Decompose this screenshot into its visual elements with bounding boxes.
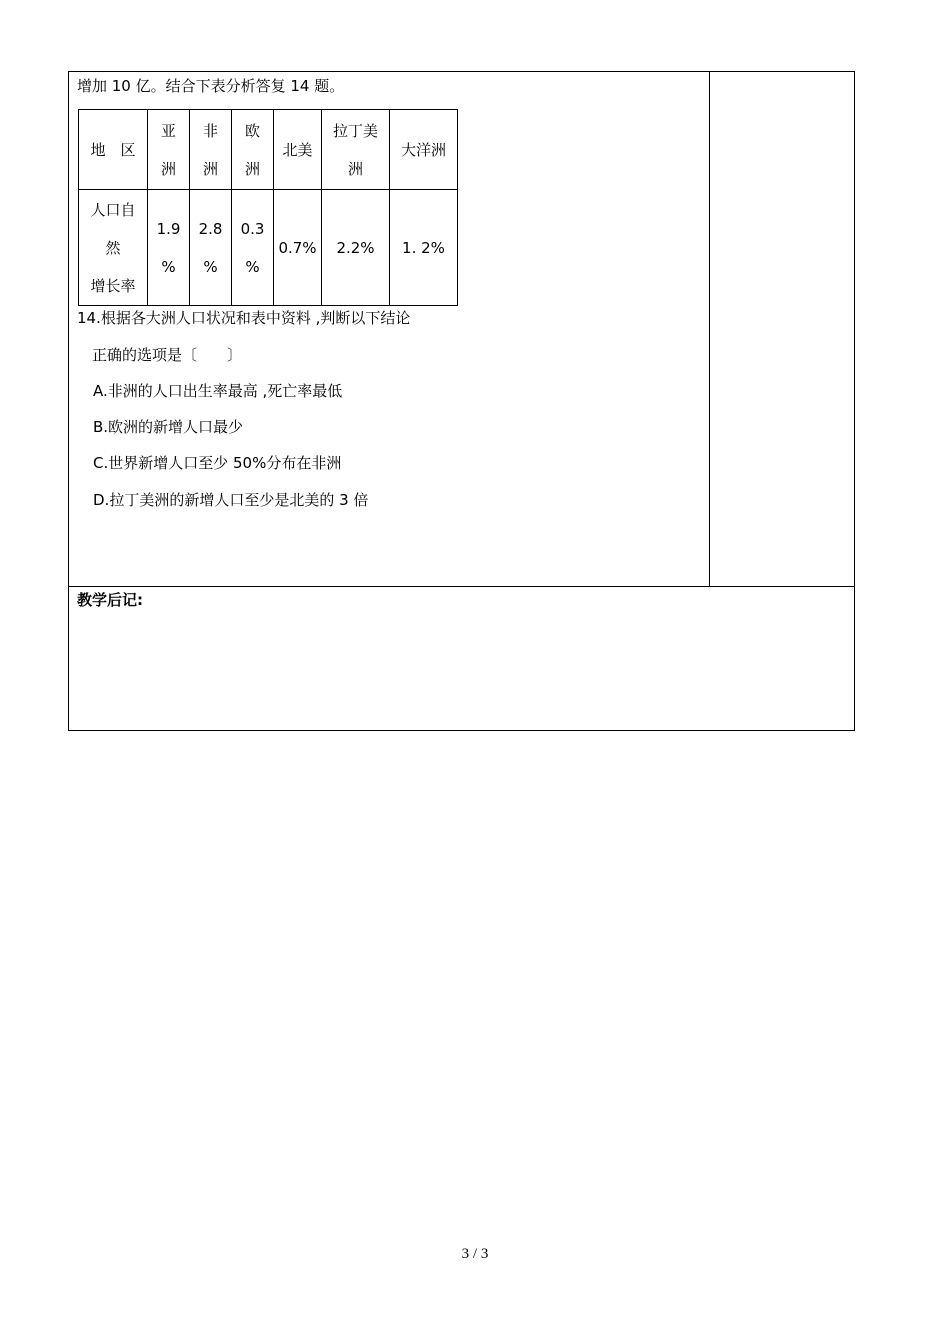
option-b: B.欧洲的新增人口最少 [93, 418, 244, 436]
column-divider [709, 72, 710, 586]
table-data-row [79, 190, 458, 306]
option-c: C.世界新增人口至少 50%分布在非洲 [93, 454, 342, 472]
value-asia: 1.9 % [148, 190, 190, 306]
value-europe: 0.3 % [232, 190, 274, 306]
option-d: D.拉丁美洲的新增人口至少是北美的 3 倍 [93, 491, 369, 509]
teaching-notes-title: 教学后记: [77, 591, 143, 609]
question-stem-cont: 正确的选项是〔 〕 [92, 346, 243, 364]
intro-text: 增加 10 亿。结合下表分析答复 14 题。 [77, 77, 345, 95]
header-europe: 欧 洲 [232, 110, 274, 190]
header-africa: 非 洲 [190, 110, 232, 190]
page-number: 3 / 3 [461, 1246, 489, 1262]
header-region: 地 区 [79, 110, 148, 190]
value-latin-america: 2.2% [322, 190, 390, 306]
header-north-america: 北美 [274, 110, 322, 190]
row-divider [69, 586, 854, 587]
value-africa: 2.8 % [190, 190, 232, 306]
header-oceania: 大洋洲 [390, 110, 458, 190]
option-a: A.非洲的人口出生率最高 ,死亡率最低 [93, 382, 343, 400]
header-asia: 亚 洲 [148, 110, 190, 190]
value-oceania: 1. 2% [390, 190, 458, 306]
value-north-america: 0.7% [274, 190, 322, 306]
row-label: 人口自 然 增长率 [79, 190, 148, 306]
header-latin-america: 拉丁美 洲 [322, 110, 390, 190]
question-stem: 14.根据各大洲人口状况和表中资料 ,判断以下结论 [77, 309, 411, 327]
population-growth-table [78, 109, 458, 306]
table-header-row [79, 110, 458, 190]
worksheet-frame [68, 71, 855, 731]
